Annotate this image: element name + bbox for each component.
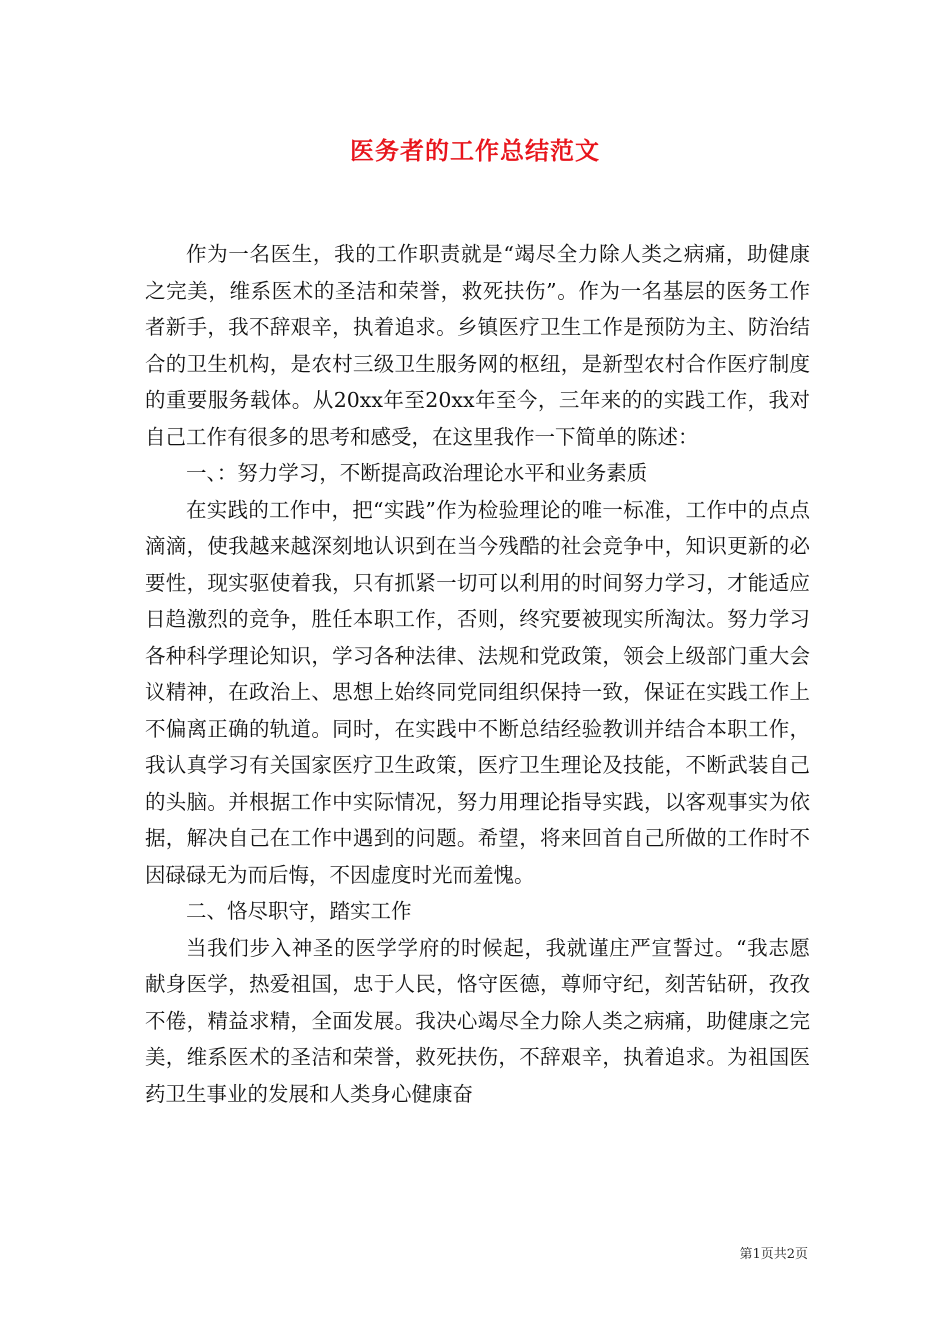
- page-number: 第1页共2页: [739, 1247, 808, 1262]
- document-body: [145, 236, 810, 1112]
- paragraph-section-2: 当我们步入神圣的医学学府的时候起，我就谨庄严宣誓过。“我志愿献身医学，热爱祖国，忠于人民，恪守医德，尊师守纪，刻苦钻研，孜孜不倦，精益求精，全面发展。我决心竭尽全力除人类之病痛，助健康之完美，维系医术的圣洁和荣誉，救死扶伤，不辞艰辛，执着追求。为祖国医药卫生事业的发展和人类身心健康奋: [145, 935, 810, 1106]
- paragraph-section-1: 在实践的工作中，把“实践”作为检验理论的唯一标准，工作中的点点滴滴，使我越来越深刻地认识到在当今残酷的社会竞争中，知识更新的必要性，现实驱使着我，只有抓紧一切可以利用的时间努力学习，才能适应日趋激烈的竞争，胜任本职工作，否则，终究要被现实所淘汰。努力学习各种科学理论知识，学习各种法律、法规和党政策，领会上级部门重大会议精神，在政治上、思想上始终同党同组织保持一致，保证在实践工作上不偏离正确的轨道。同时，在实践中不断总结经验教训并结合本职工作，我认真学习有关国家医疗卫生政策，医疗卫生理论及技能，不断武装自己的头脑。并根据工作中实际情况，努力用理论指导实践，以客观事实为依据，解决自己在工作中遇到的问题。希望，将来回首自己所做的工作时不因碌碌无为而后悔，不因虚度时光而羞愧。: [145, 497, 810, 887]
- section-heading-2: 二、恪尽职守，踏实工作: [186, 899, 412, 923]
- document-title: 医务者的工作总结范文: [350, 136, 600, 165]
- section-heading-1: 一、：努力学习，不断提高政治理论水平和业务素质: [186, 461, 648, 485]
- paragraph-intro: 作为一名医生，我的工作职责就是“竭尽全力除人类之病痛，助健康之完美，维系医术的圣洁和荣誉，救死扶伤”。作为一名基层的医务工作者新手，我不辞艰辛，执着追求。乡镇医疗卫生工作是预防为主、防治结合的卫生机构，是农村三级卫生服务网的枢纽，是新型农村合作医疗制度的重要服务载体。从20xx年至20xx年至今，三年来的的实践工作，我对自己工作有很多的思考和感受，在这里我作一下简单的陈述：: [145, 242, 810, 449]
